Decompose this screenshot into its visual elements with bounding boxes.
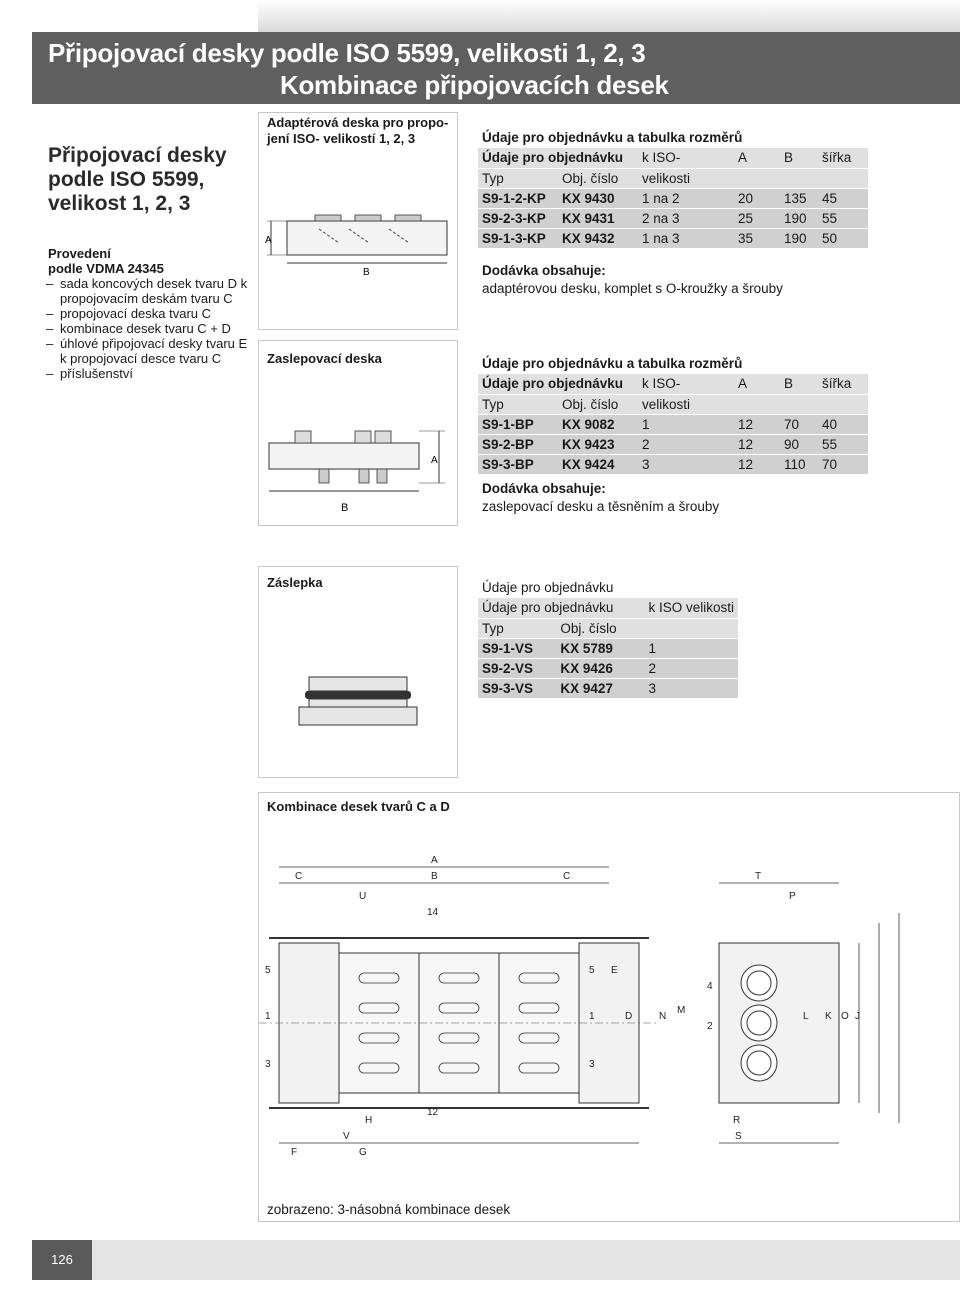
blanking-plate-drawing bbox=[259, 411, 459, 521]
plug-caption: Záslepka bbox=[267, 575, 323, 590]
adapter-plate-drawing bbox=[259, 203, 459, 323]
sidebar bbox=[48, 144, 248, 381]
plug-drawing bbox=[259, 667, 459, 767]
svg-text:4: 4 bbox=[707, 981, 713, 992]
table-header-row: Údaje pro objednávku k ISO- A B šířka bbox=[478, 374, 868, 394]
svg-text:14: 14 bbox=[427, 907, 439, 918]
blanking-dim-b: B bbox=[341, 502, 349, 514]
sidebar-title: Připojovací desky podle ISO 5599, velikost 1, 2, 3 bbox=[48, 144, 227, 215]
table-row: S9-2-BP KX 9423 2 12 90 55 bbox=[478, 434, 868, 454]
svg-text:T: T bbox=[755, 871, 762, 882]
table-header-row: Typ Obj. číslo bbox=[478, 618, 738, 638]
top-gradient-bar bbox=[258, 0, 960, 34]
svg-text:S: S bbox=[735, 1131, 742, 1142]
svg-text:L: L bbox=[803, 1011, 809, 1022]
svg-text:C: C bbox=[295, 871, 303, 882]
svg-text:12: 12 bbox=[427, 1107, 439, 1118]
svg-text:5: 5 bbox=[589, 965, 595, 976]
table-header-row: Typ Obj. číslo velikosti bbox=[478, 168, 868, 188]
adapter-order-table bbox=[478, 148, 868, 249]
svg-text:P: P bbox=[789, 891, 796, 902]
plug-panel bbox=[258, 566, 458, 778]
sidebar-item: – kombinace desek tvaru C + D bbox=[48, 321, 248, 336]
adapter-delivery-note: Dodávka obsahuje: adaptérovou desku, komplet s O-kroužky a šrouby bbox=[482, 263, 783, 296]
page-footer bbox=[32, 1240, 960, 1280]
sidebar-item: – sada koncových desek tvaru D k propojovacím deskám tvaru C bbox=[48, 276, 248, 306]
page-title: Připojovací desky podle ISO 5599, velikosti 1, 2, 3 bbox=[48, 38, 646, 68]
svg-text:B: B bbox=[431, 871, 438, 882]
blanking-plate-panel bbox=[258, 340, 458, 526]
sidebar-item: – příslušenství bbox=[48, 366, 248, 381]
svg-text:G: G bbox=[359, 1147, 367, 1158]
sidebar-item: – propojovací deska tvaru C bbox=[48, 306, 248, 321]
adapter-plate-caption: Adaptérová deska pro propo- jení ISO- velikostí 1, 2, 3 bbox=[267, 115, 449, 146]
plug-order-heading: Údaje pro objednávku bbox=[482, 580, 614, 595]
blanking-delivery-note: Dodávka obsahuje: zaslepovací desku a těsněním a šrouby bbox=[482, 481, 720, 514]
svg-text:K: K bbox=[825, 1011, 832, 1022]
table-row: S9-2-VS KX 9426 2 bbox=[478, 658, 738, 678]
adapter-dim-b: B bbox=[363, 267, 370, 278]
svg-text:2: 2 bbox=[707, 1021, 713, 1032]
combination-note: zobrazeno: 3-násobná kombinace desek bbox=[267, 1202, 511, 1217]
table-row: S9-3-BP KX 9424 3 12 110 70 bbox=[478, 454, 868, 474]
svg-text:E: E bbox=[611, 965, 618, 976]
svg-text:O: O bbox=[841, 1011, 849, 1022]
adapter-plate-panel bbox=[258, 112, 458, 330]
svg-text:1: 1 bbox=[265, 1011, 271, 1022]
table-row: S9-3-VS KX 9427 3 bbox=[478, 678, 738, 698]
table-header-row: Typ Obj. číslo velikosti bbox=[478, 394, 868, 414]
svg-text:M: M bbox=[677, 1005, 686, 1016]
table-row: S9-1-3-KP KX 9432 1 na 3 35 190 50 bbox=[478, 228, 868, 248]
adapter-dim-a: A bbox=[265, 235, 272, 246]
svg-text:V: V bbox=[343, 1131, 350, 1142]
svg-text:H: H bbox=[365, 1115, 373, 1126]
combination-caption: Kombinace desek tvarů C a D bbox=[267, 799, 450, 814]
svg-text:C: C bbox=[563, 871, 571, 882]
svg-text:F: F bbox=[291, 1147, 298, 1158]
svg-text:N: N bbox=[659, 1011, 667, 1022]
svg-text:D: D bbox=[625, 1011, 633, 1022]
table-row: S9-1-VS KX 5789 1 bbox=[478, 638, 738, 658]
sidebar-provedeni: Provedení podle VDMA 24345 bbox=[48, 246, 164, 276]
table-header-row: Údaje pro objednávku k ISO- A B šířka bbox=[478, 148, 868, 168]
svg-text:5: 5 bbox=[265, 965, 271, 976]
table-header-row: Údaje pro objednávku k ISO velikosti bbox=[478, 598, 738, 618]
plug-order-table bbox=[478, 598, 738, 699]
sidebar-list bbox=[48, 276, 248, 381]
combination-panel bbox=[258, 792, 960, 1222]
svg-text:J: J bbox=[855, 1011, 860, 1022]
blanking-order-table bbox=[478, 374, 868, 475]
table-row: S9-1-BP KX 9082 1 12 70 40 bbox=[478, 414, 868, 434]
table-row: S9-2-3-KP KX 9431 2 na 3 25 190 55 bbox=[478, 208, 868, 228]
svg-text:3: 3 bbox=[265, 1059, 271, 1070]
svg-text:U: U bbox=[359, 891, 367, 902]
page-number: 126 bbox=[32, 1240, 92, 1280]
table-row: S9-1-2-KP KX 9430 1 na 2 20 135 45 bbox=[478, 188, 868, 208]
blanking-plate-caption: Zaslepovací deska bbox=[267, 351, 382, 366]
svg-text:3: 3 bbox=[589, 1059, 595, 1070]
blanking-order-heading: Údaje pro objednávku a tabulka rozměrů bbox=[482, 356, 743, 371]
svg-text:1: 1 bbox=[589, 1011, 595, 1022]
svg-text:R: R bbox=[733, 1115, 741, 1126]
blanking-dim-a: A bbox=[431, 455, 438, 466]
page-subtitle: Kombinace připojovacích desek bbox=[280, 70, 669, 100]
adapter-order-heading: Údaje pro objednávku a tabulka rozměrů bbox=[482, 130, 743, 145]
combination-drawing bbox=[259, 823, 959, 1193]
page-header bbox=[32, 32, 960, 104]
svg-text:A: A bbox=[431, 855, 438, 866]
sidebar-item: – úhlové připojovací desky tvaru E k propojovací desce tvaru C bbox=[48, 336, 248, 366]
